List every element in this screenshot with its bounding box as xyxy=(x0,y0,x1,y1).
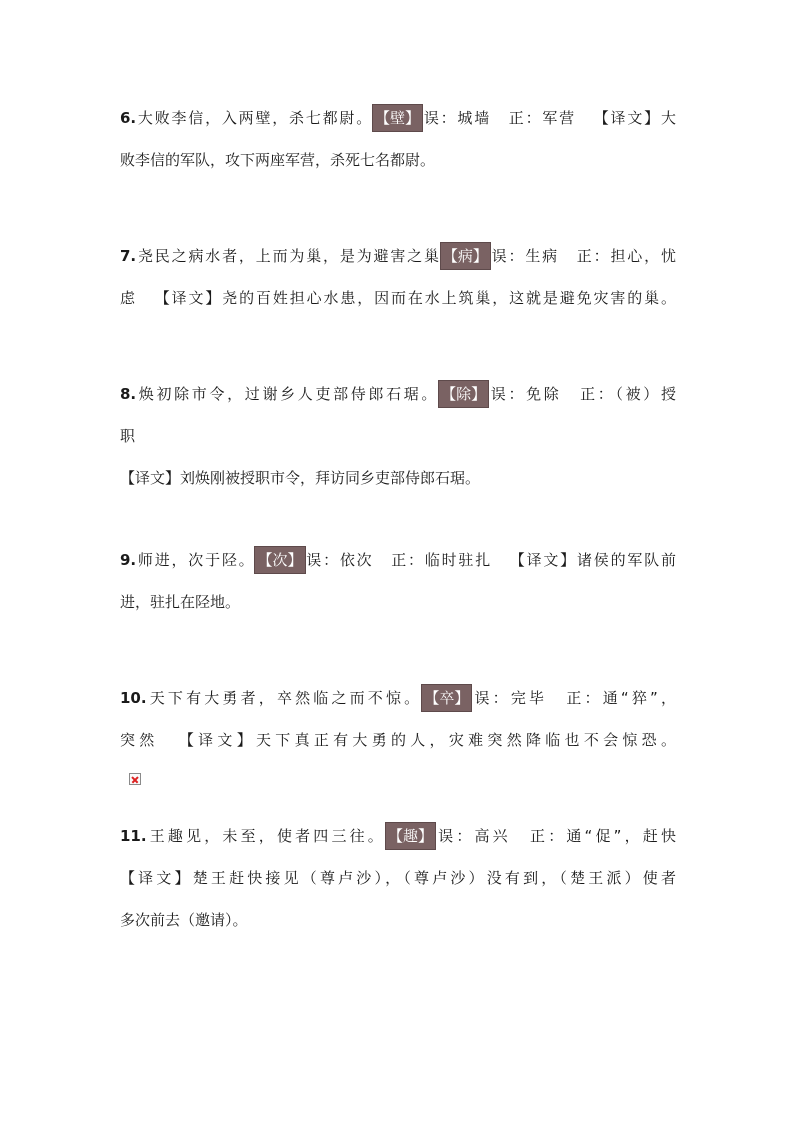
entry-11-line-2 xyxy=(120,864,676,892)
classical-sentence: 王趣见，未至，使者四三往。 xyxy=(146,827,386,845)
entry-7-line-2 xyxy=(120,284,676,312)
translation-label: 【译文】 xyxy=(120,869,193,887)
wrong-label: 误： xyxy=(435,827,475,845)
right-meaning: 临时驻扎 xyxy=(424,551,493,569)
translation-text: 天下真正有大勇的人，灾难突然降临也不会惊恐。 xyxy=(256,731,676,749)
translation-label: 【译文】 xyxy=(591,109,661,127)
entry-8-line-3 xyxy=(120,464,676,492)
wrong-meaning: 城墙 xyxy=(457,109,491,127)
wrong-label: 误： xyxy=(489,247,526,265)
entry-9-line-1 xyxy=(120,546,676,574)
highlighted-character: 【次】 xyxy=(255,547,304,573)
entry-8-line-1 xyxy=(120,380,676,408)
translation-text: 进，驻扎在陉地。 xyxy=(120,593,241,611)
entry-6-line-1 xyxy=(120,104,676,132)
right-meaning: 担心，忧 xyxy=(610,247,676,265)
highlighted-character: 【趣】 xyxy=(386,823,435,849)
classical-sentence: 焕初除市令，过谢乡人吏部侍郎石琚。 xyxy=(136,385,440,403)
entry-10-line-1 xyxy=(120,684,676,712)
right-label: 正： xyxy=(507,109,543,127)
right-meaning: 军营 xyxy=(542,109,576,127)
wrong-meaning: 生病 xyxy=(525,247,559,265)
wrong-label: 误： xyxy=(488,385,527,403)
highlighted-character: 【病】 xyxy=(441,243,490,269)
entry-11-line-1 xyxy=(120,822,676,850)
right-meaning: 通“促”，赶快 xyxy=(566,827,676,845)
wrong-meaning: 高兴 xyxy=(474,827,511,845)
right-label: 正： xyxy=(563,689,603,707)
translation-text: 诸侯的军队前 xyxy=(576,551,676,569)
entry-number: 6. xyxy=(120,109,137,127)
entry-number: 9. xyxy=(120,551,137,569)
translation-text: 楚王赶快接见（尊卢沙），（尊卢沙）没有到，（楚王派）使者 xyxy=(192,869,676,887)
right-meaning: 通“猝”， xyxy=(602,689,676,707)
entry-8-line-2 xyxy=(120,422,676,450)
right-label: 正： xyxy=(526,827,567,845)
wrong-label: 误： xyxy=(304,551,340,569)
entry-10-line-2 xyxy=(120,726,676,754)
translation-text: 刘焕刚被授职市令，拜访同乡吏部侍郎石琚。 xyxy=(180,469,481,487)
entry-6-line-2 xyxy=(120,146,676,174)
wrong-label: 误： xyxy=(422,109,458,127)
broken-image-icon xyxy=(129,773,141,785)
entry-9-line-2 xyxy=(120,588,676,616)
wrong-meaning: 完毕 xyxy=(510,689,548,707)
entry-11-line-3 xyxy=(120,906,676,934)
right-meaning: （被）授 xyxy=(615,385,676,403)
translation-text: 败李信的军队，攻下两座军营，杀死七名都尉。 xyxy=(120,151,436,169)
classical-sentence: 师进，次于陉。 xyxy=(136,551,256,569)
right-meaning-continued: 突然 xyxy=(120,731,159,749)
wrong-meaning: 依次 xyxy=(339,551,374,569)
entry-number: 8. xyxy=(120,385,137,403)
translation-label: 【译文】 xyxy=(174,731,256,749)
translation-text: 大 xyxy=(660,109,676,127)
translation-text: 多次前去（邀请）。 xyxy=(120,911,248,929)
translation-label: 【译文】 xyxy=(120,469,181,487)
translation-label: 【译文】 xyxy=(508,551,577,569)
right-label: 正： xyxy=(574,247,611,265)
entry-number: 11. xyxy=(120,827,147,845)
wrong-meaning: 免除 xyxy=(526,385,562,403)
classical-sentence: 天下有大勇者，卒然临之而不惊。 xyxy=(146,689,423,707)
right-meaning-continued: 职 xyxy=(120,427,136,445)
translation-label: 【译文】 xyxy=(152,289,223,307)
right-meaning-continued: 虑 xyxy=(120,289,137,307)
right-label: 正： xyxy=(389,551,425,569)
right-label: 正： xyxy=(577,385,616,403)
highlighted-character: 【卒】 xyxy=(422,685,471,711)
wrong-label: 误： xyxy=(471,689,511,707)
highlighted-character: 【除】 xyxy=(439,381,488,407)
entry-number: 10. xyxy=(120,689,147,707)
classical-sentence: 大败李信，入两壁，杀七都尉。 xyxy=(136,109,374,127)
entry-number: 7. xyxy=(120,247,137,265)
entry-7-line-1 xyxy=(120,242,676,270)
translation-text: 尧的百姓担心水患，因而在水上筑巢，这就是避免灾害的巢。 xyxy=(222,289,676,307)
classical-sentence: 尧民之病水者，上而为巢，是为避害之巢 xyxy=(136,247,441,265)
highlighted-character: 【壁】 xyxy=(373,105,422,131)
